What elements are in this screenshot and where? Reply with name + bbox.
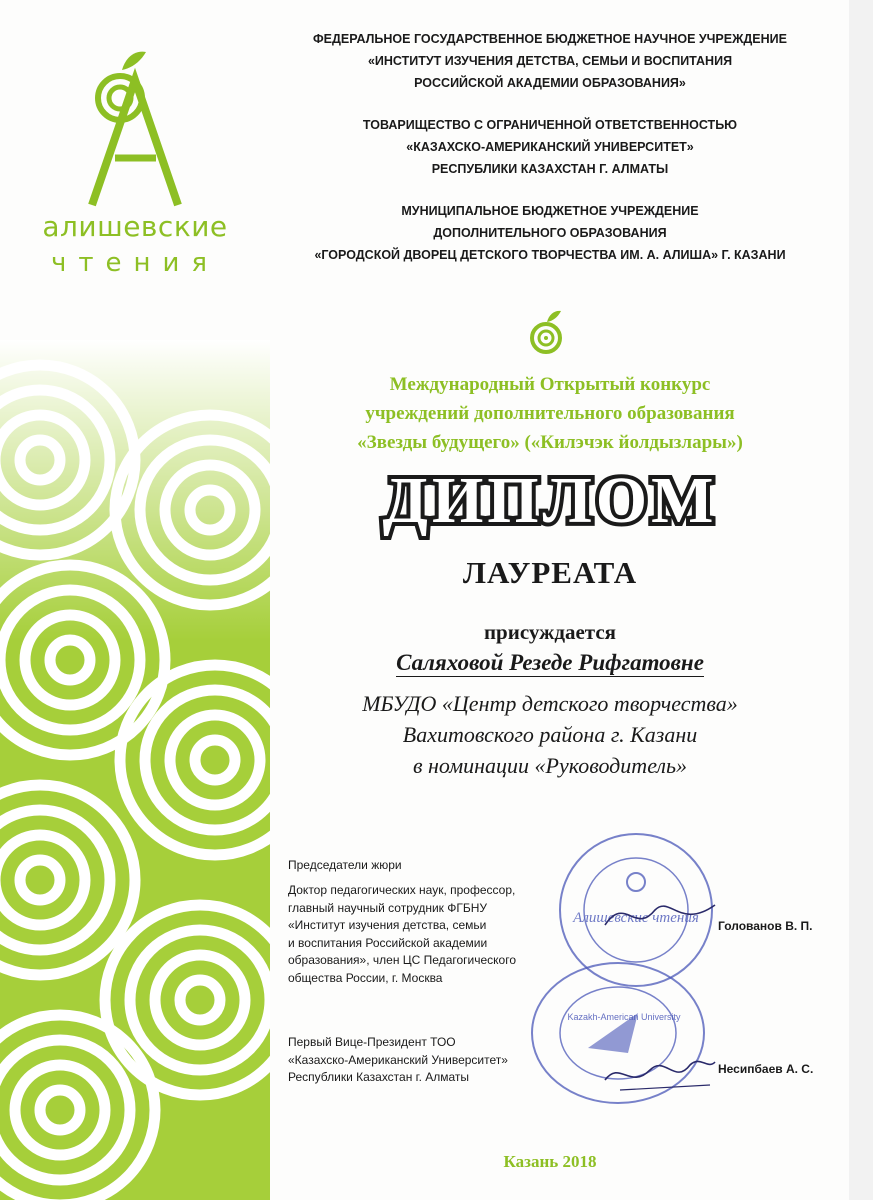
jury-line: Первый Вице-Президент ТОО [288,1035,456,1049]
stamp1-center-text: Алишевские чтения [573,910,699,926]
contest-line: «Звезды будущего» («Килэчэк йолдызлары») [357,432,743,453]
logo-word-alishevskie: алишевские [42,210,228,243]
contest-line: учреждений дополнительного образования [365,403,735,424]
jury-line: «Институт изучения детства, семьи [288,918,487,932]
contest-line: Международный Открытый конкурс [389,374,711,395]
stamp2-center-text: Kazakh-American University [567,1012,681,1022]
header-line: ДОПОЛНИТЕЛЬНОГО ОБРАЗОВАНИЯ [433,226,667,240]
recipient-name-text: Саляховой Резеде Рифгатовне [396,650,704,675]
jury-line: главный научный сотрудник ФГБНУ [288,900,488,915]
swirl-pattern [0,340,270,1200]
header-line: ТОВАРИЩЕСТВО С ОГРАНИЧЕННОЙ ОТВЕТСТВЕННОСТЬЮ [362,118,738,132]
jury-member-1-name: Голованов В. П. [718,919,813,933]
jury-line: общества России, г. Москва [288,970,443,985]
jury-heading: Председатели жюри [288,858,402,872]
header-line: «ГОРОДСКОЙ ДВОРЕЦ ДЕТСКОГО ТВОРЧЕСТВА ИМ. А. АЛИША» Г. КАЗАНИ [314,248,786,262]
header-palace-block [300,200,800,266]
diploma-subtitle: ЛАУРЕАТА [462,555,638,590]
footer-city-year: Казань 2018 [503,1152,597,1171]
logo-word-chteniya: чтения [50,248,220,278]
signature-golovanov [600,890,720,945]
jury-line: Доктор педагогических наук, профессор, [288,883,516,897]
org-line: МБУДО «Центр детского творчества» [362,691,738,716]
jury-member-1 [288,882,548,987]
header-university-block [300,114,800,180]
header-line: «ИНСТИТУТ ИЗУЧЕНИЯ ДЕТСТВА, СЕМЬИ И ВОСПИТАНИЯ [367,54,733,68]
org-line: в номинации «Руководитель» [412,753,688,778]
header-line: МУНИЦИПАЛЬНОЕ БЮДЖЕТНОЕ УЧРЕЖДЕНИЕ [401,204,699,218]
decorative-swirl-strip [0,340,270,1200]
recipient-name [280,650,820,676]
jury-line: образования», член ЦС Педагогического [288,953,516,967]
header-line: ФЕДЕРАЛЬНОЕ ГОСУДАРСТВЕННОЕ БЮДЖЕТНОЕ НАУЧНОЕ УЧРЕЖДЕНИЕ [312,32,787,46]
header-institute-block [300,28,800,94]
header-line: РЕСПУБЛИКИ КАЗАХСТАН Г. АЛМАТЫ [431,162,669,176]
scan-edge [849,0,873,1200]
logo-letter-a-icon [70,40,200,210]
alishevskie-logo [30,40,230,280]
header-line: «КАЗАХСКО-АМЕРИКАНСКИЙ УНИВЕРСИТЕТ» [406,140,694,154]
small-swirl-logo-icon [530,308,564,359]
jury-line: Республики Казахстан г. Алматы [288,1070,470,1084]
header-line: РОССИЙСКОЙ АКАДЕМИИ ОБРАЗОВАНИЯ» [414,76,686,90]
contest-title [290,370,810,457]
jury-line: «Казахско-Американский Университет» [288,1052,508,1067]
awarded-label: присуждается [483,620,617,644]
diploma-title [310,462,790,542]
jury-member-2 [288,1034,548,1087]
signature-nesipbaev [600,1040,720,1105]
diploma-title-text: ДИПЛОМ [382,464,718,537]
recipient-organization [270,688,830,781]
jury-line: и воспитания Российской академии [288,935,488,950]
jury-member-2-name: Несипбаев А. С. [718,1062,814,1076]
org-line: Вахитовского района г. Казани [402,722,698,747]
